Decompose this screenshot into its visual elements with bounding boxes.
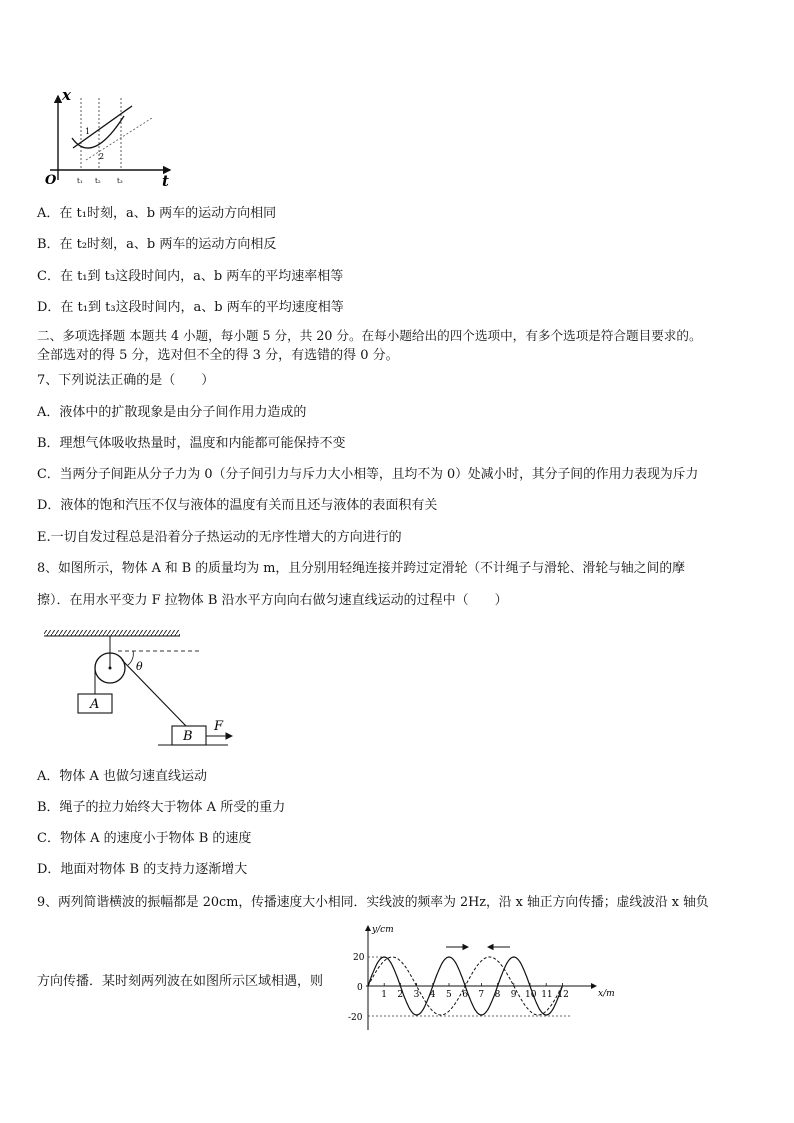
wave-x-tick-label: 9 xyxy=(510,990,517,1000)
t-axis-label: t xyxy=(162,172,169,190)
q6-option-d: D．在 t₁到 t₃这段时间内，a、b 两车的平均速度相等 xyxy=(37,300,344,315)
wave-x-tick-label: 3 xyxy=(413,990,420,1000)
pulley-figure xyxy=(40,622,240,750)
wave-x-tick-label: 7 xyxy=(478,990,485,1000)
pulley-axle xyxy=(109,667,112,670)
xt-graph-figure xyxy=(40,88,180,190)
origin-label: O xyxy=(45,173,57,188)
q7-option-d: D．液体的饱和汽压不仅与液体的温度有关而且还与液体的表面积有关 xyxy=(37,498,438,513)
q6-option-b: B．在 t₂时刻，a、b 两车的运动方向相反 xyxy=(37,237,277,252)
curve-2-label: 2 xyxy=(99,152,105,161)
t3-label: t₃ xyxy=(117,177,123,185)
wave-x-tick-label: 2 xyxy=(397,990,404,1000)
q6-option-a: A．在 t₁时刻，a、b 两车的运动方向相同 xyxy=(37,206,277,221)
section2-instructions-line1: 二、多项选择题 本题共 4 小题，每小题 5 分，共 20 分。在每小题给出的四个选项中，有多个选项是符合题目要求的。 xyxy=(37,328,702,343)
wave-y-tick-20: 20 xyxy=(353,953,365,963)
wave-x-label: x/m xyxy=(598,989,615,999)
t1-label: t₁ xyxy=(77,177,83,185)
q8-stem-line1: 8、如图所示，物体 A 和 B 的质量均为 m，且分别用轻绳连接并跨过定滑轮（不计绳子与滑轮、滑轮与轴之间的摩 xyxy=(37,561,685,576)
q9-stem-line1: 9、两列简谐横波的振幅都是 20cm，传播速度大小相同．实线波的频率为 2Hz，沿 x 轴正方向传播；虚线波沿 x 轴负 xyxy=(37,895,709,910)
wave-x-tick-label: 12 xyxy=(557,990,569,1000)
block-a-label: A xyxy=(90,697,100,712)
wave-y-label: y/cm xyxy=(372,925,394,935)
wave-x-tick-label: 5 xyxy=(446,990,452,1000)
wave-x-tick-label: 10 xyxy=(525,990,537,1000)
q8-option-a: A．物体 A 也做匀速直线运动 xyxy=(37,769,208,784)
rope-to-b xyxy=(122,660,186,726)
wave-x-tick-label: 6 xyxy=(462,990,468,1000)
q8-option-b: B．绳子的拉力始终大于物体 A 所受的重力 xyxy=(37,800,286,815)
q7-option-e: E.一切自发过程总是沿着分子热运动的无序性增大的方向进行的 xyxy=(37,530,402,545)
q6-option-c: C．在 t₁到 t₃这段时间内，a、b 两车的平均速率相等 xyxy=(37,269,344,284)
wave-x-tick-label: 4 xyxy=(429,990,436,1000)
section2-instructions-line2: 全部选对的得 5 分，选对但不全的得 3 分，有选错的得 0 分。 xyxy=(37,348,399,363)
q7-option-b: B．理想气体吸收热量时，温度和内能都可能保持不变 xyxy=(37,436,346,451)
q7-option-a: A．液体中的扩散现象是由分子间作用力造成的 xyxy=(37,405,307,420)
t2-label: t₂ xyxy=(95,177,101,185)
theta-arc xyxy=(128,651,133,665)
q8-option-d: D．地面对物体 B 的支持力逐渐增大 xyxy=(37,862,248,877)
q8-stem-line2: 擦）．在用水平变力 F 拉物体 B 沿水平方向向右做匀速直线运动的过程中（ ） xyxy=(37,593,508,608)
q7-stem: 7、下列说法正确的是（ ） xyxy=(37,373,215,388)
force-f-label: F xyxy=(214,719,224,734)
q9-stem-line2: 方向传播．某时刻两列波在如图所示区域相遇，则 xyxy=(37,974,324,989)
wave-y-tick-neg20: -20 xyxy=(348,1013,363,1023)
theta-label: θ xyxy=(136,660,143,673)
block-b-label: B xyxy=(183,729,193,744)
wave-x-tick-label: 8 xyxy=(494,990,501,1000)
wave-x-tick-label: 1 xyxy=(381,990,387,1000)
wave-figure xyxy=(340,920,620,1034)
q7-option-c: C．当两分子间距从分子力为 0（分子间引力与斥力大小相等，且均不为 0）处减小时，其分子间的作用力表现为斥力 xyxy=(37,467,699,482)
x-axis-label: x xyxy=(62,88,71,104)
wave-y-tick-0: 0 xyxy=(357,983,363,993)
q8-option-c: C．物体 A 的速度小于物体 B 的速度 xyxy=(37,831,252,846)
line-1-label: 1 xyxy=(85,127,91,136)
wave-x-tick-label: 11 xyxy=(541,990,553,1000)
ceiling-hatching xyxy=(44,630,180,636)
